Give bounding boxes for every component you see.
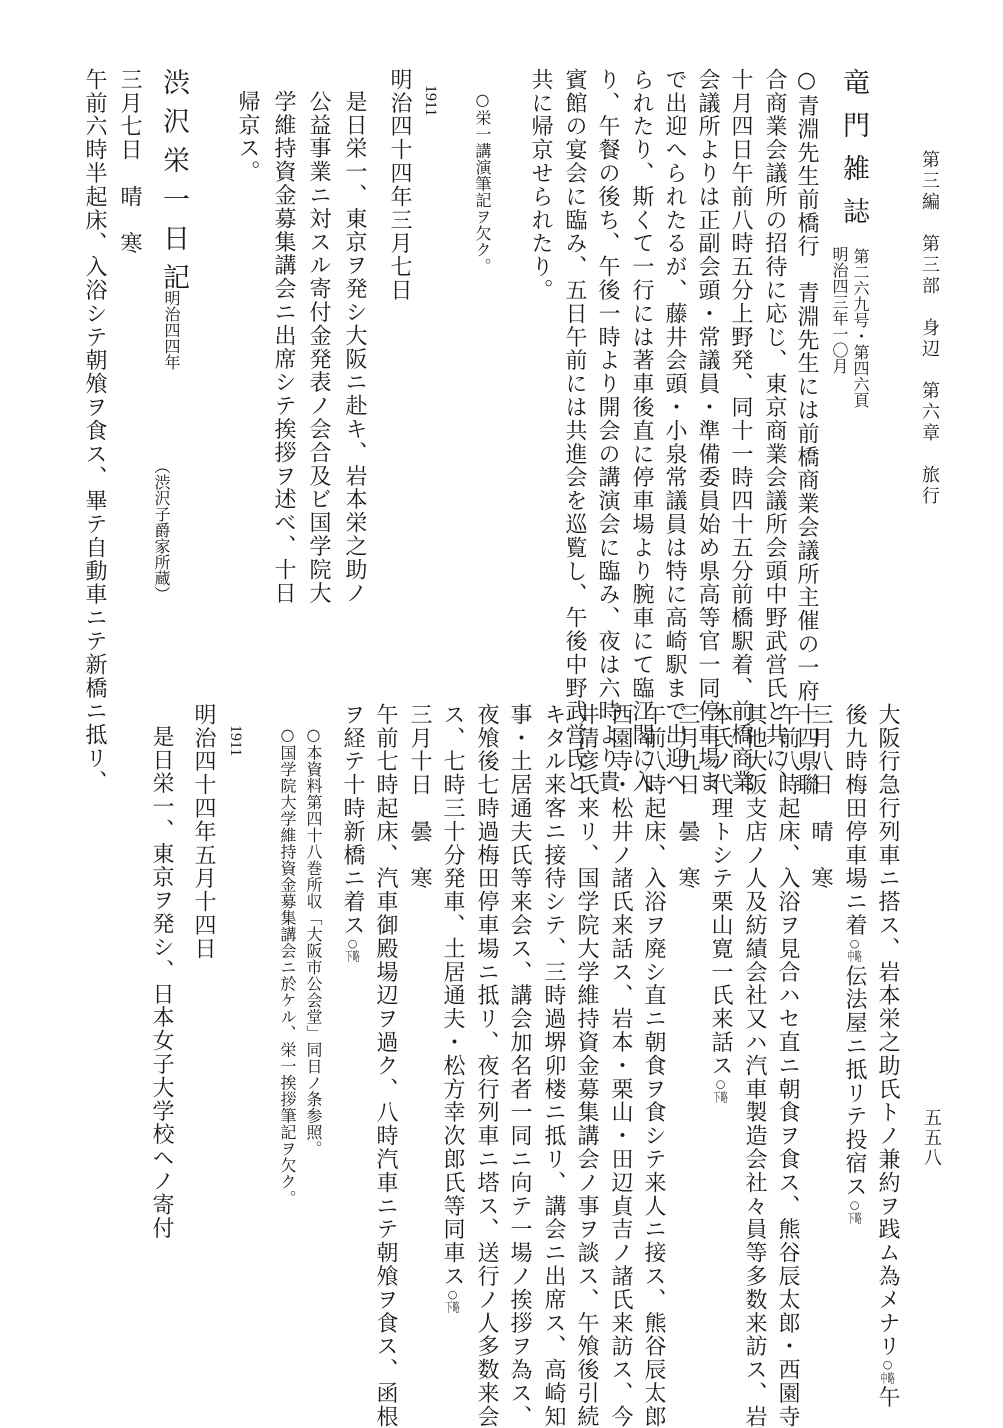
body-line: 三月九日 曇 寒 (675, 703, 700, 891)
summary-line: 是日栄一、東京ヲ発シ、日本女子大学校ヘノ寄付 (149, 725, 174, 1240)
body-line: 合商業会議所の招待に応じ、東京商業会議所会頭中野武営氏と共に、 (762, 68, 787, 794)
body-line: 賓館の宴会に臨み、五日午前には共進会を巡覧し、午後中野武営氏と (562, 68, 587, 794)
body-line: られたり、斯くて一行には著車後直に停車場より腕車にて臨江閣に入 (629, 68, 654, 794)
year-label: 1911 (227, 725, 244, 757)
entry-date: 明治四十四年五月十四日 (191, 703, 216, 961)
body-line: り、午餐の後ち、午後一時より開会の講演会に臨み、夜は六時より貴 (595, 68, 620, 794)
body-line: 事・土居通夫氏等来会ス、講会加名者一同ニ向テ一場ノ挨拶ヲ為ス、 (507, 703, 532, 1428)
summary-line: 公益事業ニ対スル寄付金発表ノ会合及ビ国学院大 (306, 90, 331, 605)
diary-line: 午前六時半起床、入浴シテ朝飧ヲ食ス、畢テ自動車ニテ新橋ニ抵リ、 (82, 68, 107, 794)
year-label: 1911 (422, 85, 439, 117)
body-line: 後九時梅田停車場ニ着○中略伝法屋ニ抵リテ投宿ス○下略 (842, 703, 867, 1226)
diary-source: （渋沢子爵家所蔵） (152, 458, 171, 602)
body-line: 会議所よりは正副会頭・常議員・準備委員始め県高等官一同停車場ま (695, 68, 720, 794)
body-line: 午前八時起床、入浴ヲ廃シ直ニ朝食ヲ食シテ来人ニ接ス、熊谷辰太郎 (641, 703, 666, 1428)
issue-number: 第二六九号・第四六頁 (851, 248, 870, 408)
body-line: 三月十日 曇 寒 (407, 703, 432, 891)
section1-note: ○栄一講演筆記ヲ欠ク。 (473, 90, 492, 275)
body-line: 大阪行急行列車ニ搭ス、岩本栄之助氏トノ兼約ヲ践ム為メナリ○中略午 (875, 703, 900, 1410)
body-line: 十月四日午前八時五分上野発、同十一時四十五分前橋駅着、前橋商業 (728, 68, 753, 794)
summary-line: 是日栄一、東京ヲ発シ大阪ニ赴キ、岩本栄之助ノ (342, 90, 367, 605)
body-line: 午前八時起床、入浴ヲ見合ハセ直ニ朝食ヲ食ス、熊谷辰太郎・西園寺 (775, 703, 800, 1428)
body-line: 午前七時起床、汽車御殿場辺ヲ過ク、八時汽車ニテ朝飧ヲ食ス、函根 (373, 703, 398, 1428)
body-line: 三月八日 晴 寒 (808, 703, 833, 891)
section-title-diary: 渋沢栄一日記 (158, 68, 189, 302)
section-title-ryumon-zasshi: 竜門雑誌 (838, 68, 869, 240)
diary-date: 三月七日 晴 寒 (117, 68, 142, 256)
body-line: 夜飧後七時過梅田停車場ニ抵リ、夜行列車ニ塔ス、送行ノ人多数来会 (474, 703, 499, 1428)
body-line: 西園寺・松井ノ諸氏来話ス、岩本・栗山・田辺貞吉ノ諸氏来訪ス、今 (608, 703, 633, 1428)
body-line: 本氏ノ代理トシテ栗山寛一氏来話ス○下略 (708, 703, 733, 1105)
summary-line: 学維持資金募集講会ニ出席シテ挨拶ヲ述べ、十日 (271, 90, 296, 605)
body-line: キタル来客ニ接待シテ、三時過堺卯楼ニ抵リ、講会ニ出席ス、高崎知 (541, 703, 566, 1428)
running-header: 第三編 第三部 身辺 第六章 旅行 (919, 150, 940, 507)
body-line: ヲ経テ十時新橋ニ着ス○下略 (340, 703, 365, 965)
body-line: ○青淵先生前橋行 青淵先生には前橋商業会議所主催の一府十四県聯 (794, 68, 819, 797)
body-line: ス、七時三十分発車、土居通夫・松方幸次郎氏等同車ス○下略 (440, 703, 465, 1316)
bottom-note: ○国学院大学維持資金募集講会ニ於ケル、栄一挨拶筆記ヲ欠ク。 (278, 725, 297, 1207)
summary-line: 帰京ス。 (235, 90, 260, 184)
body-line: 共に帰京せられたり。 (528, 68, 553, 302)
body-line: で出迎へられたるが、藤井会頭・小泉常議員は特に高崎駅まで出迎へ (662, 68, 687, 794)
body-line: 其他大阪支店ノ人及紡績会社又ハ汽車製造会社々員等多数来訪ス、岩 (742, 703, 767, 1428)
page-number: 五五八 (921, 1108, 942, 1168)
issue-date: 明治四三年一〇月 (830, 246, 849, 374)
entry-date: 明治四十四年三月七日 (387, 68, 412, 302)
diary-era: 明治四四年 (162, 290, 181, 370)
bottom-note: ○本資料第四十八巻所収「大阪市公会堂」同日ノ条参照。 (304, 725, 323, 1157)
body-line: 井清彦氏来リ、国学院大学維持資金募集講会ノ事ヲ談ス、午飧後引続 (574, 703, 599, 1428)
